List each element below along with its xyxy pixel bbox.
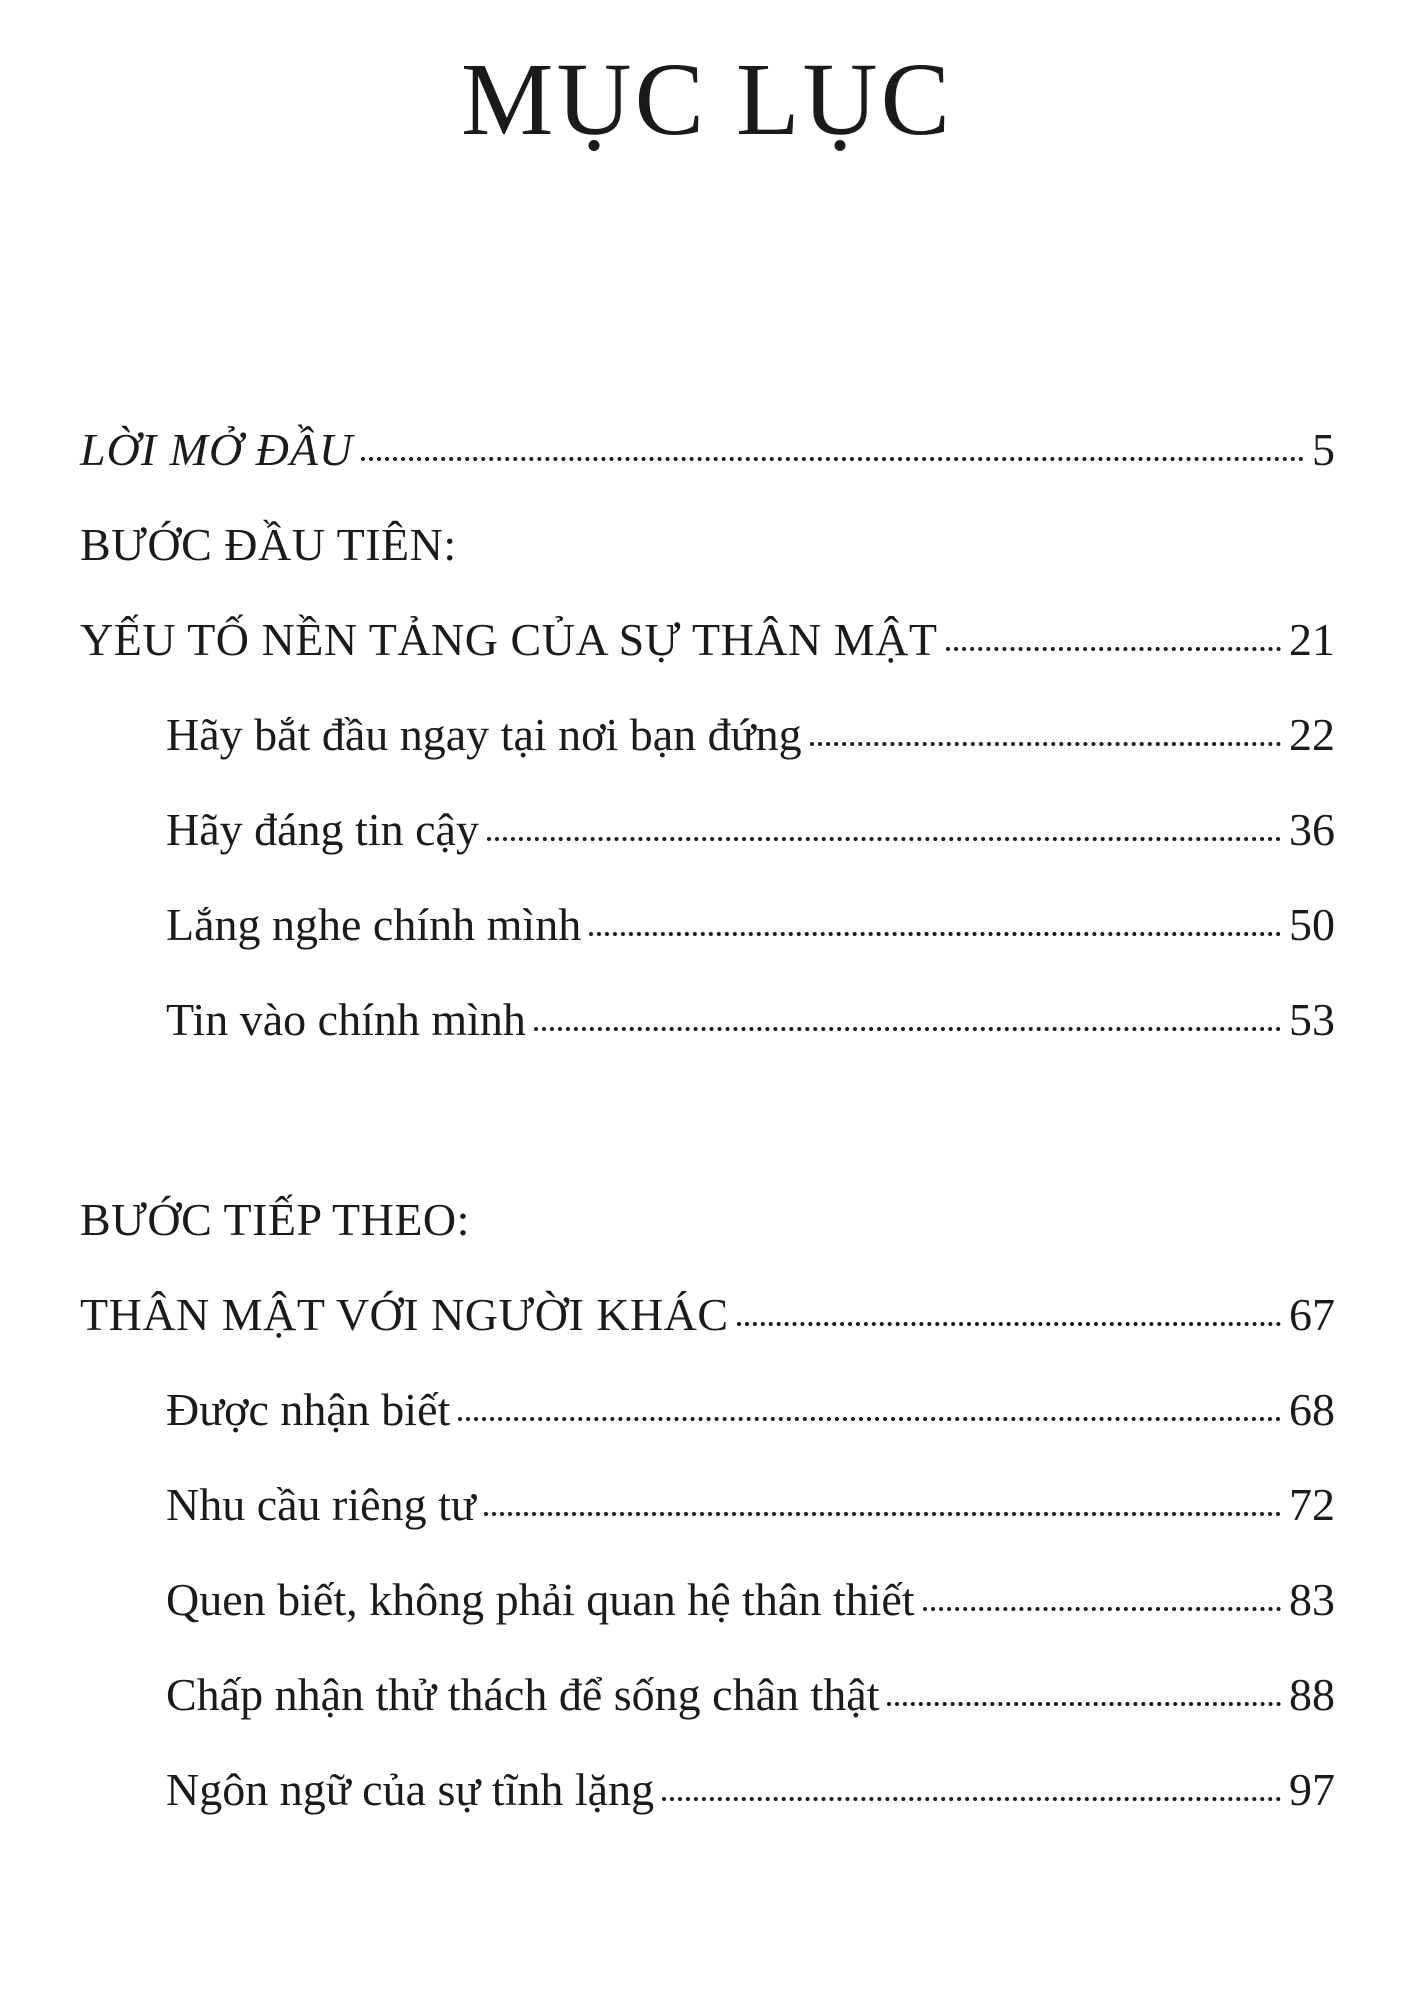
toc-section-label: BƯỚC ĐẦU TIÊN: — [80, 519, 457, 570]
toc-entry-label: Lắng nghe chính mình — [166, 899, 582, 950]
toc-entry-label: Chấp nhận thử thách để sống chân thật — [166, 1669, 880, 1720]
dot-leader — [810, 742, 1281, 746]
toc-entry-label: YẾU TỐ NỀN TẢNG CỦA SỰ THÂN MẬT — [80, 614, 938, 665]
toc-entry-page: 83 — [1289, 1574, 1335, 1625]
toc-entry-page: 36 — [1289, 804, 1335, 855]
dot-leader — [487, 837, 1281, 841]
toc-entry-part-two[interactable] — [80, 1283, 1335, 1347]
toc-entry-part-one[interactable] — [80, 608, 1335, 672]
toc-entry-page: 5 — [1312, 424, 1335, 475]
toc-section-label: BƯỚC TIẾP THEO: — [80, 1194, 470, 1245]
dot-leader — [361, 457, 1304, 461]
toc-entry[interactable] — [166, 988, 1335, 1052]
toc-entry[interactable] — [166, 893, 1335, 957]
toc-entry[interactable] — [166, 1568, 1335, 1632]
toc-entry[interactable] — [166, 1473, 1335, 1537]
toc-entry[interactable] — [166, 1663, 1335, 1727]
toc-entry-page: 22 — [1289, 709, 1335, 760]
toc-entry-label: Hãy bắt đầu ngay tại nơi bạn đứng — [166, 709, 802, 760]
dot-leader — [534, 1027, 1281, 1031]
page-title: MỤC LỤC — [461, 42, 953, 157]
toc-entry-page: 67 — [1289, 1289, 1335, 1340]
dot-leader — [887, 1702, 1281, 1706]
toc-entry[interactable] — [166, 1378, 1335, 1442]
toc-entry-label: Ngôn ngữ của sự tĩnh lặng — [166, 1764, 655, 1815]
toc-entry[interactable] — [166, 798, 1335, 862]
toc-entry-page: 21 — [1289, 614, 1335, 665]
toc-entry-page: 50 — [1289, 899, 1335, 950]
dot-leader — [458, 1417, 1281, 1421]
toc-entry[interactable] — [166, 1758, 1335, 1822]
toc-entry-page: 68 — [1289, 1384, 1335, 1435]
dot-leader — [662, 1797, 1281, 1801]
toc-section-heading-first-step — [80, 513, 1335, 577]
dot-leader — [484, 1512, 1281, 1516]
toc-section-heading-next-step — [80, 1188, 1335, 1252]
dot-leader — [589, 932, 1281, 936]
toc-entry-page: 97 — [1289, 1764, 1335, 1815]
dot-leader — [946, 647, 1282, 651]
toc-entry-preface[interactable] — [80, 418, 1335, 482]
toc-entry-label: Tin vào chính mình — [166, 994, 526, 1045]
dot-leader — [737, 1322, 1281, 1326]
toc-entry-page: 72 — [1289, 1479, 1335, 1530]
toc-entry[interactable] — [166, 703, 1335, 767]
toc-entry-label: Quen biết, không phải quan hệ thân thiết — [166, 1574, 915, 1625]
toc-entry-label: THÂN MẬT VỚI NGƯỜI KHÁC — [80, 1289, 729, 1340]
toc-entry-label: Nhu cầu riêng tư — [166, 1479, 476, 1530]
toc-entry-label: LỜI MỞ ĐẦU — [80, 424, 354, 475]
toc-entry-page: 88 — [1289, 1669, 1335, 1720]
toc-entry-label: Hãy đáng tin cậy — [166, 804, 479, 855]
toc-entry-label: Được nhận biết — [166, 1384, 451, 1435]
toc-entry-page: 53 — [1289, 994, 1335, 1045]
dot-leader — [923, 1607, 1281, 1611]
